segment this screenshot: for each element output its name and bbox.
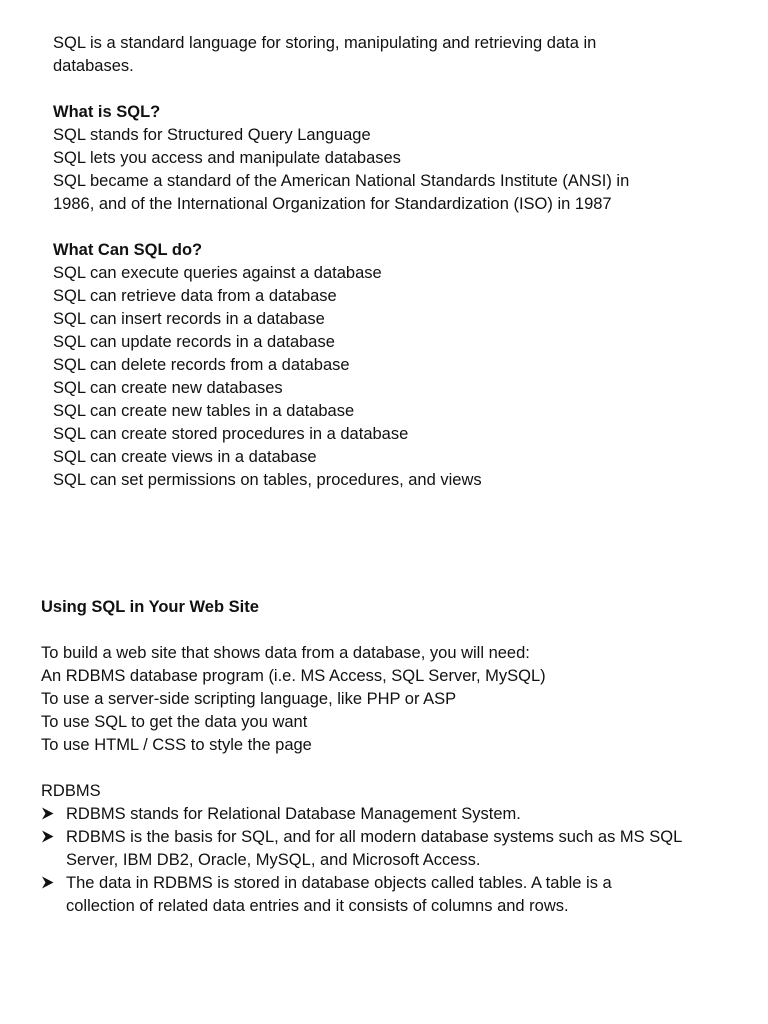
web-site-line: An RDBMS database program (i.e. MS Access, SQL Server, MySQL): [41, 667, 546, 685]
what-can-line: SQL can retrieve data from a database: [53, 287, 337, 305]
web-site-section: [41, 596, 741, 803]
bullet-line: Server, IBM DB2, Oracle, MySQL, and Microsoft Access.: [66, 851, 481, 869]
what-is-line: SQL became a standard of the American National Standards Institute (ANSI) in: [53, 172, 630, 190]
what-can-sql-do-heading: What Can SQL do?: [53, 241, 203, 259]
what-can-line: SQL can create views in a database: [53, 448, 317, 466]
what-is-line: 1986, and of the International Organization for Standardization (ISO) in 1987: [53, 195, 612, 213]
list-item: [41, 826, 741, 872]
what-is-line: SQL lets you access and manipulate databases: [53, 149, 401, 167]
bullet-line: RDBMS is the basis for SQL, and for all modern database systems such as MS SQL: [66, 828, 683, 846]
what-is-sql-heading: What is SQL?: [53, 103, 161, 121]
sql-intro-section: [53, 32, 733, 492]
arrowhead-bullet-icon: [41, 826, 59, 843]
what-can-line: SQL can execute queries against a database: [53, 264, 382, 282]
what-can-line: SQL can delete records from a database: [53, 356, 350, 374]
web-site-line: To build a web site that shows data from a database, you will need:: [41, 644, 530, 662]
web-site-line: To use a server-side scripting language, like PHP or ASP: [41, 690, 457, 708]
what-can-line: SQL can set permissions on tables, procedures, and views: [53, 471, 482, 489]
intro-line: SQL is a standard language for storing, manipulating and retrieving data in: [53, 34, 597, 52]
bullet-line: collection of related data entries and it consists of columns and rows.: [66, 897, 569, 915]
web-site-line: To use SQL to get the data you want: [41, 713, 308, 731]
web-site-line: To use HTML / CSS to style the page: [41, 736, 312, 754]
bullet-line: RDBMS stands for Relational Database Management System.: [66, 805, 521, 823]
list-item: [41, 803, 741, 826]
intro-line: databases.: [53, 57, 134, 75]
what-can-line: SQL can update records in a database: [53, 333, 335, 351]
web-site-heading: Using SQL in Your Web Site: [41, 598, 259, 616]
bullet-line: The data in RDBMS is stored in database objects called tables. A table is a: [66, 874, 612, 892]
what-can-line: SQL can create new tables in a database: [53, 402, 355, 420]
rdbms-heading: RDBMS: [41, 782, 101, 800]
what-is-line: SQL stands for Structured Query Language: [53, 126, 371, 144]
what-can-line: SQL can insert records in a database: [53, 310, 325, 328]
rdbms-bullet-list: [41, 803, 741, 918]
list-item: [41, 872, 741, 918]
what-can-line: SQL can create stored procedures in a database: [53, 425, 409, 443]
arrowhead-bullet-icon: [41, 872, 59, 889]
what-can-line: SQL can create new databases: [53, 379, 283, 397]
arrowhead-bullet-icon: [41, 803, 59, 820]
